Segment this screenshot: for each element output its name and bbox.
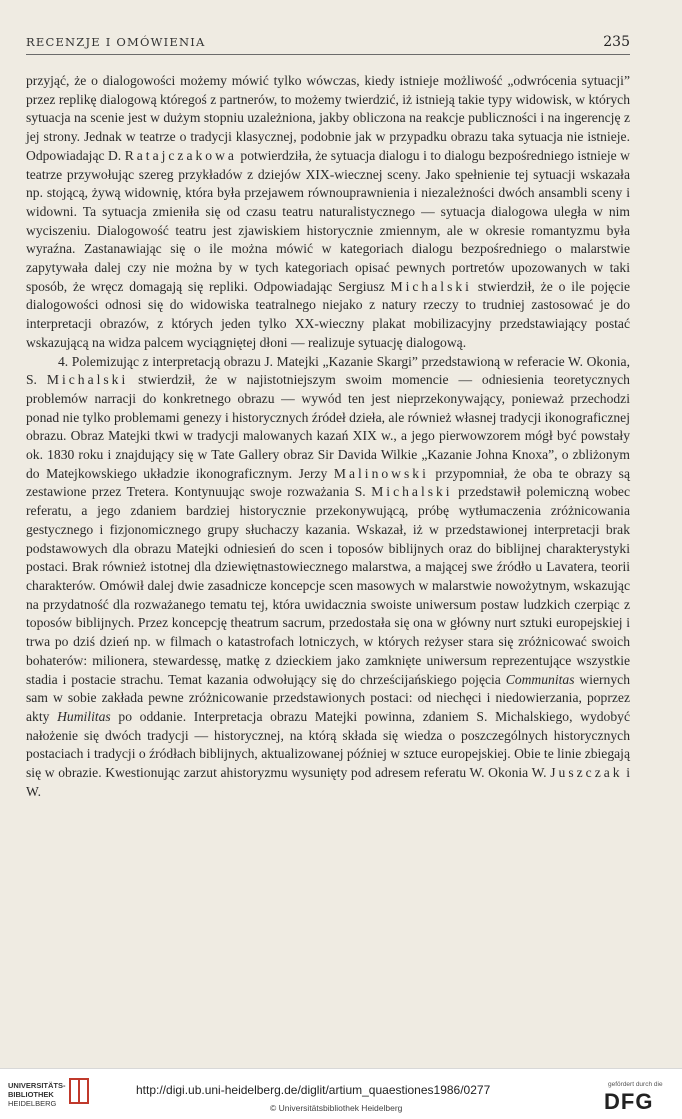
library-logo-text <box>8 1081 66 1108</box>
copyright-notice: © Universitätsbibliothek Heidelberg <box>270 1103 403 1113</box>
person-name: Ratajczakowa <box>124 147 237 163</box>
text-run: stwierdził, że w najistotniejszym swoim momencie — odniesienia teoretycznych problemów narracji do konkretnego obrazu — wywód ten jest nieprzekonywający, ponieważ przechodzi ponad nie tylko problemami genezy i historycznych źródeł dzieła, ale również własnej tradycji ikonograficznej obrazu. Obraz Matejki tkwi w tradycji malowanych kazań XIX w., a jego pierwowzorem mógł być powstały ok. 1830 roku i znajdujący się w Tate Gallery obraz Sir Davida Wilkie „Kazanie Johna Knoxa”, o zbliżonym do Matejkowskiego układzie ikonograficznym. Jerzy <box>26 372 630 481</box>
text-run: 4. Polemizując z interpretacją obrazu J. Matejki „Kazanie Skargi” przedstawioną w referacie W. Okonia, S. <box>26 353 630 388</box>
text-run: przyjąć, że o dialogowości możemy mówić tylko wówczas, kiedy istnieje możliwość „odwrócenia sytuacji” przez replikę dialogową któregoś z partnerów, to możemy twierdzić, iż istnieją takie typy widowisk, w których sytuacja na scenie jest w dużym stopniu uzależniona, jakby obliczona na reakcje publiczności i na ingerencję z jej strony. Jednak w teatrze o tradycji klasycznej, podobnie jak w przypadku obrazu taka sytuacja nie istnieje. Odpowiadając D. <box>26 73 630 163</box>
page-number: 235 <box>603 34 630 50</box>
person-name: Michalski <box>46 372 129 388</box>
text-run: po oddanie. Interpretacja obrazu Matejki powinna, zdaniem S. Michalskiego, wydobyć nałożenie się dwóch tradycji — historycznej, na którą składa się wiedza o poszczególnych historycznych postaciach i tradycji o źródłach biblijnych, aktualizowanej później w sztuce europejskiej. Obie te linie zbiegają się w obrazie. Kwestionując zarzut ahistoryzmu wysunięty pod adresem referatu W. Okonia W. <box>26 708 630 781</box>
library-line: BIBLIOTHEK <box>8 1090 54 1099</box>
dfg-logo: DFG <box>604 1089 654 1114</box>
library-line: HEIDELBERG <box>8 1099 57 1108</box>
text-run: i W. <box>26 765 630 799</box>
person-name: Michalski <box>371 484 453 500</box>
text-run: stwierdził, że o ile pojęcie dialogowości odnosi się do widowiska teatralnego niejako z natury rzeczy to trudniej zastosować je do interpretacji obrazów, z których jeden tylko XX-wieczny plakat mobilizacyjny przedstawiający postać wskazującą na widza palcem wyciągniętej dłoni — realizuje sytuację dialogową. <box>26 278 630 350</box>
text-run: przedstawił polemiczną wobec referatu, a jego zdaniem bardziej historycznie przekonywującą, próbę wytłumaczenia zróżnicowania gestycznego i fizjonomicznego grupy słuchaczy kazania. Wskazał, iż w przedstawionej interpretacji brak podstawowych dla obrazu Matejki odniesień do scen i toposów biblijnych oraz do biblijnej charakterystyki postaci. Brak również istotnej dla dziewiętnastowiecznego malarstwa, a mającej swe źródło u Lavatera, teorii charakterów. Omówił dalej dwie zasadnicze koncepcje scen masowych w malarstwie nowożytnym, wskazując na przydatność dla rozważanego tematu tej, która uwidacznia swoiste uniwersum postaw ludzkich czerpiąc z toposów biblijnych. Przez koncepcję theatrum sacrum, przedostała się ona w główny nurt sztuki europejskiej i trwa po dziś dzień np. w filmach o katastrofach lotniczych, w których reżyser stara się zróżnicować swoich bohaterów: milionera, stewardessę, matkę z dzieckiem jako zamknięte uniwersum reprezentujące wszystkie stadia i postacie strachu. Temat kazania odwołujący się do chrześcijańskiego pojęcia <box>26 484 630 687</box>
latin-term: Humilitas <box>57 708 111 724</box>
running-head <box>26 34 630 55</box>
library-logo-icon <box>68 1077 90 1105</box>
latin-term: Communitas <box>505 671 575 687</box>
person-name: Michalski <box>390 278 472 294</box>
text-run: przypomniał, że oba te obrazy są zestawione przez Tretera. Kontynuując swoje rozważania S. <box>26 465 630 500</box>
paragraph-2 <box>26 353 630 802</box>
text-run: potwierdziła, że sytuacja dialogu i to dialogu bezpośredniego istnieje w teatrze przywołując szereg przykładów z dziejów XIX-wiecznej sceny. Jako spełnienie tej sytuacji wskazała np. stojącą, żywą widownię, która była przejawem równouprawnienia i niezależności dwóch ansambli sceny i widowni. Ta sytuacja zmieniła się od czasu teatru naturalistycznego — sytuacja dialogowa uległa w nim wyciszeniu. Dialogowość teatru jest zjawiskiem historycznie zmiennym, ale w okresie romantyzmu była wyraźna. Zastanawiając się o ile można mówić w kategoriach dialogu bezpośredniego o malarstwie zapytywała dalej czy nie można by w tych kategoriach opisać pewnych portretów upozowanych w taki sposób, że wręcz domagają się repliki. Odpowiadając Sergiusz <box>26 147 630 294</box>
text-run: wiernych sam w sobie zakłada pewne zróżnicowanie przedstawionych postaci: od niechęci i niedowierzania, poprzez akty <box>26 671 630 724</box>
permalink-url[interactable]: http://digi.ub.uni-heidelberg.de/diglit/artium_quaestiones1986/0277 <box>136 1083 491 1097</box>
paragraph-1 <box>26 72 630 353</box>
person-name: Juszczak <box>550 765 623 781</box>
section-title: RECENZJE I OMÓWIENIA <box>26 35 206 49</box>
digitization-footer <box>0 1068 682 1119</box>
article-body <box>26 72 630 801</box>
library-line: UNIVERSITÄTS- <box>8 1081 66 1090</box>
person-name: Malinowski <box>333 465 429 481</box>
funding-note: gefördert durch die <box>608 1081 663 1088</box>
